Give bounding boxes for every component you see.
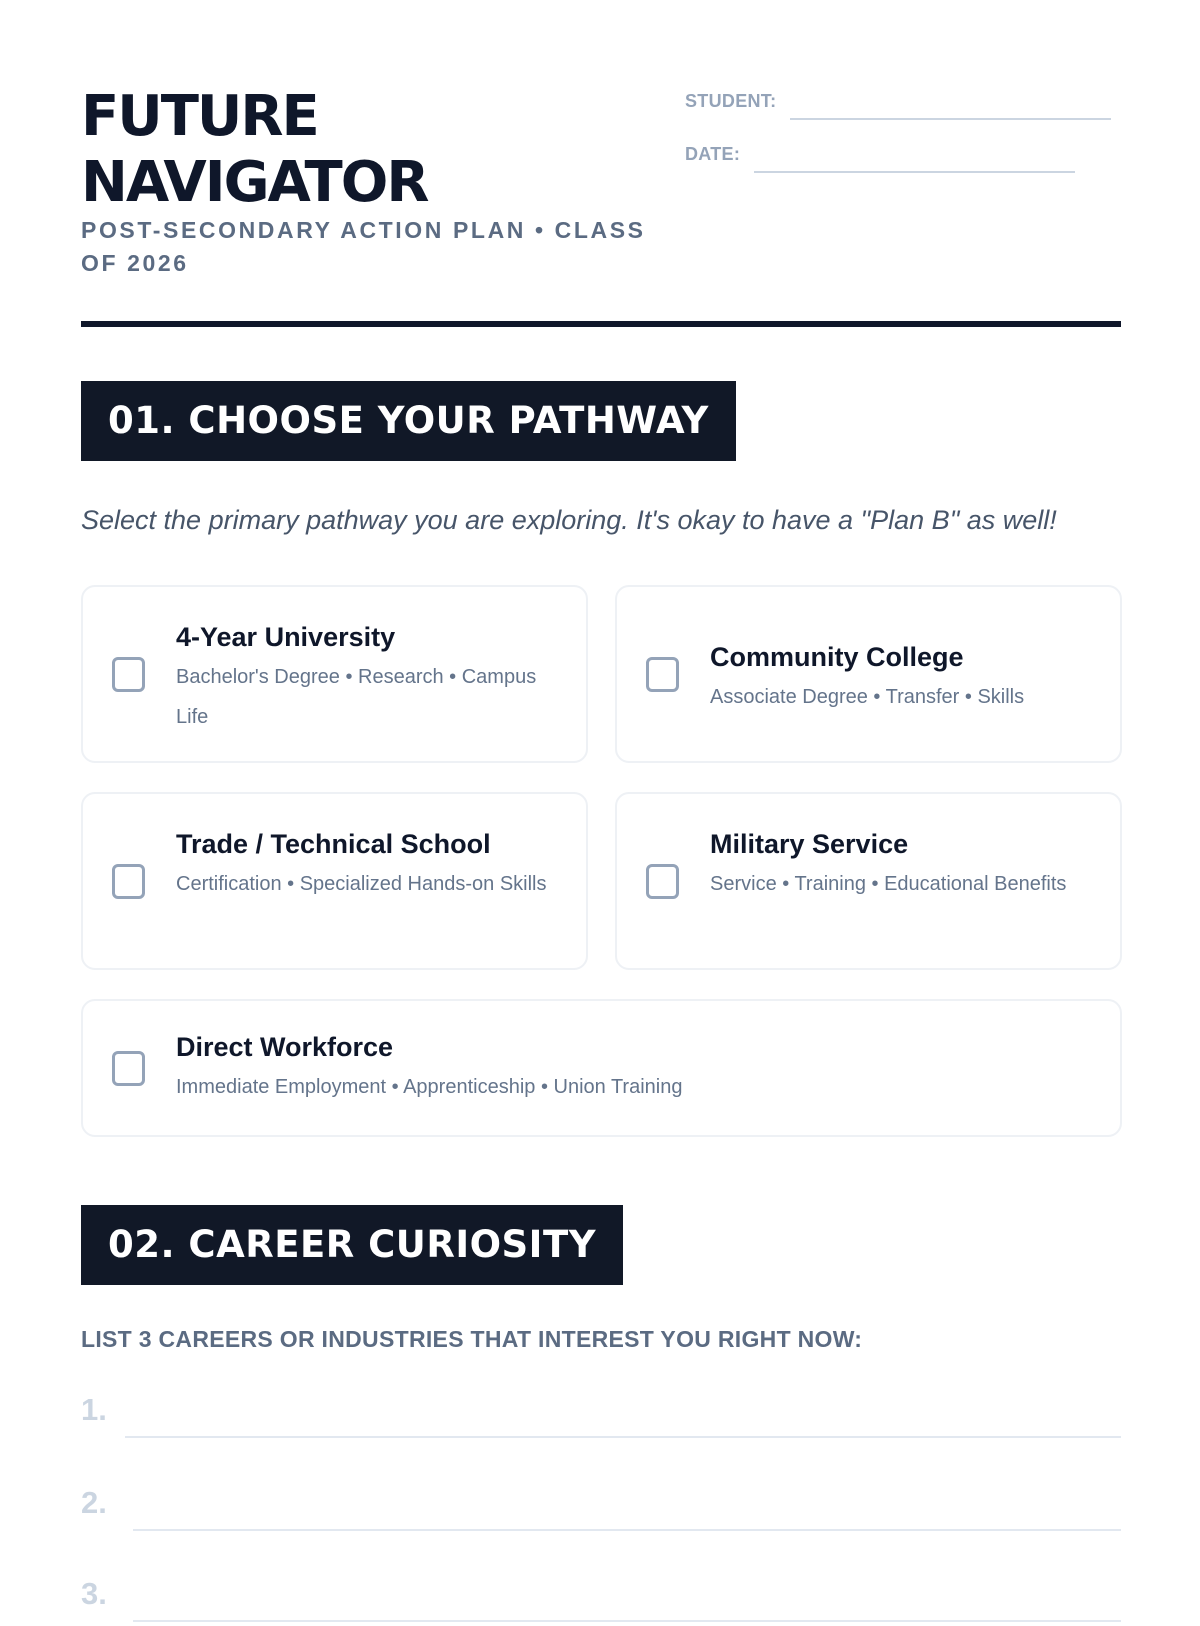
- student-name-field[interactable]: [790, 88, 1111, 120]
- pathway-option-text: [710, 826, 1096, 904]
- pathway-option-university[interactable]: [81, 585, 588, 763]
- career-input-3[interactable]: [133, 1620, 1121, 1622]
- date-field[interactable]: [754, 141, 1075, 173]
- career-input-1[interactable]: [125, 1436, 1121, 1438]
- title-line-1: FUTURE: [81, 84, 318, 149]
- date-row: [685, 139, 1121, 173]
- worksheet-header: [81, 0, 1121, 330]
- checkbox-community-college[interactable]: [646, 657, 679, 692]
- pathway-option-desc: Bachelor's Degree • Research • Campus Life: [176, 666, 537, 728]
- career-prompt: LIST 3 CAREERS OR INDUSTRIES THAT INTEREST YOU RIGHT NOW:: [81, 1326, 863, 1352]
- worksheet-title: [81, 84, 641, 216]
- date-label: DATE:: [685, 144, 741, 164]
- career-number: 2.: [81, 1485, 107, 1520]
- checkbox-military[interactable]: [646, 864, 679, 899]
- pathway-option-text: [176, 826, 562, 904]
- pathway-option-text: [176, 619, 562, 737]
- pathway-option-text: [710, 639, 1096, 717]
- section-heading-career: 02. CAREER CURIOSITY: [81, 1205, 623, 1285]
- header-divider: [81, 321, 1121, 327]
- career-entry-2: [81, 1475, 1121, 1535]
- section-heading-pathway: 01. CHOOSE YOUR PATHWAY: [81, 381, 736, 461]
- worksheet-subtitle: POST-SECONDARY ACTION PLAN • CLASS OF 2026: [81, 217, 646, 276]
- checkbox-university[interactable]: [112, 657, 145, 692]
- career-entry-1: [81, 1382, 1121, 1442]
- pathway-option-name: Trade / Technical School: [176, 829, 491, 859]
- student-label: STUDENT:: [685, 91, 777, 111]
- pathway-option-text: [176, 1029, 1096, 1107]
- checkbox-trade-school[interactable]: [112, 864, 145, 899]
- pathway-option-workforce[interactable]: [81, 999, 1122, 1137]
- pathway-option-name: Direct Workforce: [176, 1032, 394, 1062]
- title-line-2: NAVIGATOR: [81, 150, 428, 215]
- student-info: [685, 86, 1121, 192]
- pathway-option-community-college[interactable]: [615, 585, 1122, 763]
- pathway-option-name: Community College: [710, 642, 964, 672]
- pathway-option-name: Military Service: [710, 829, 909, 859]
- pathway-option-name: 4-Year University: [176, 622, 396, 652]
- career-entry-3: [81, 1566, 1121, 1626]
- pathway-option-desc: Service • Training • Educational Benefits: [710, 873, 1067, 895]
- student-row: [685, 86, 1121, 120]
- pathway-option-desc: Certification • Specialized Hands-on Skills: [176, 873, 547, 895]
- pathway-option-desc: Immediate Employment • Apprenticeship • Union Training: [176, 1076, 683, 1098]
- career-input-2[interactable]: [133, 1529, 1121, 1531]
- worksheet-page: [81, 0, 1121, 1611]
- checkbox-workforce[interactable]: [112, 1051, 145, 1086]
- pathway-option-military[interactable]: [615, 792, 1122, 970]
- pathway-instructions: Select the primary pathway you are exploring. It's okay to have a "Plan B" as well!: [81, 505, 1057, 535]
- career-number: 3.: [81, 1576, 107, 1611]
- career-number: 1.: [81, 1392, 107, 1427]
- pathway-option-trade-school[interactable]: [81, 792, 588, 970]
- pathway-option-desc: Associate Degree • Transfer • Skills: [710, 686, 1025, 708]
